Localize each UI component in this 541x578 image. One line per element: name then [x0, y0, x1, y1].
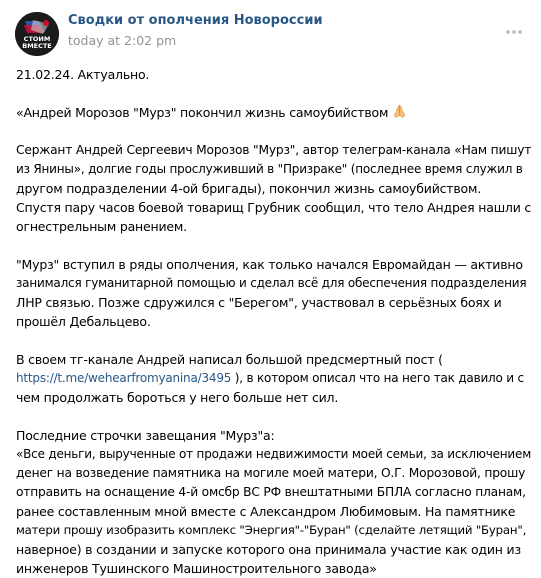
avatar-text-bottom: ВМЕСТЕ: [22, 42, 52, 50]
text-line: занимался гуманитарной помощью и сделал всё для обеспечения подразделения: [16, 276, 527, 290]
text-line: огнестрельным ранением.: [16, 219, 187, 234]
avatar-image: [15, 12, 59, 56]
paragraph-gap: [16, 236, 531, 255]
text-line: "Мурз" вступил в ряды ополчения, как только начался Евромайдан — активно: [16, 257, 523, 272]
paragraph-gap: [16, 84, 531, 103]
post-headline: [16, 103, 531, 122]
text-line: инженеров Тушинского Машиностроительного завода»: [16, 561, 377, 576]
text-line: другом подразделении 4-ой бригады), покончил жизнь самоубийством.: [16, 181, 481, 196]
text-line: прошёл Дебальцево.: [16, 314, 151, 329]
group-avatar[interactable]: [15, 12, 59, 56]
text-line: Сержант Андрей Сергеевич Морозов "Мурз", автор телеграм-канала «Нам пишут: [16, 143, 532, 157]
post-header: [15, 12, 526, 58]
text-line: матери прошу изобразить комплекс "Энергия"-"Буран" (сделайте летящий "Буран",: [16, 523, 527, 537]
text-line-with-link: [16, 369, 531, 388]
headline-text: «Андрей Морозов "Мурз" покончил жизнь самоубийством: [16, 105, 389, 120]
telegram-post-link[interactable]: https://t.me/wehearfromyanina/3495: [16, 371, 232, 385]
paragraph-gap: [16, 407, 531, 426]
avatar-text-top: СТОИМ: [23, 35, 51, 43]
post-timestamp[interactable]: today at 2:02 pm: [68, 33, 177, 48]
text-line: денег на возведение памятника на могиле моей матери, О.Г. Морозовой, прошу: [16, 466, 526, 480]
text-line: ЛНР связью. Позже сдружился с "Берегом", участвовал в серьёзных боях и: [16, 295, 502, 310]
text-line: Последние строчки завещания "Мурз"а:: [16, 428, 275, 443]
text-line: наверное) в создании и запуске которого она принимала участие как один из: [16, 542, 521, 557]
text-after-link: ), в котором описал что на него так давило и с: [231, 371, 524, 385]
post-date-line: 21.02.24. Актуально.: [16, 67, 150, 82]
text-line: из Янины», долгие годы прослуживший в "Призраке" (последнее время служил в: [16, 162, 523, 176]
paragraph-gap: [16, 122, 531, 141]
text-line: В своем тг-канале Андрей написал большой предсмертный пост (: [16, 352, 443, 367]
post-text: [16, 65, 531, 578]
text-line: чем продолжать бороться у него больше нет сил.: [16, 390, 339, 405]
text-line: ранее составленным мной вместе с Александром Любимовым. На памятнике: [16, 504, 516, 519]
text-line: Спустя пару часов боевой товарищ Грубник сообщил, что тело Андрея нашли с: [16, 200, 532, 215]
paragraph-gap: [16, 331, 531, 350]
text-line: отправить на оснащение 4-й омсбр ВС РФ внештатными БПЛА согласно планам,: [16, 485, 526, 499]
praying-hands-icon: [392, 104, 407, 119]
more-options-icon[interactable]: [506, 30, 522, 34]
text-line: «Все деньги, вырученные от продажи недвижимости моей семьи, за исключением: [16, 447, 532, 461]
group-name-link[interactable]: Сводки от ополчения Новороссии: [68, 13, 323, 28]
